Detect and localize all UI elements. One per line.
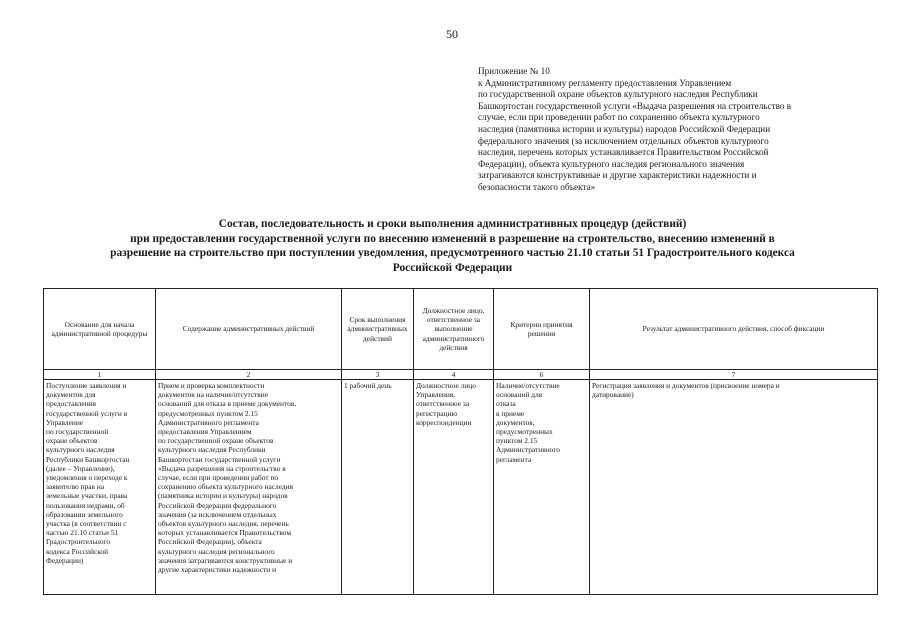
column-number: 7	[590, 370, 878, 380]
annex-line: затрагиваются конструктивные и другие характеристики надежности и	[478, 170, 757, 181]
table-row	[44, 380, 878, 595]
annex-line: Федерации), объекта культурного наследия регионального значения	[478, 158, 745, 169]
annex-header	[478, 66, 840, 194]
annex-line: Башкортостан государственной услуги «Выдача разрешения на строительство в	[478, 100, 792, 111]
title-line: при предоставлении государственной услуги по внесению изменений в разрешение на строительство, внесению изменений в	[130, 232, 775, 245]
annex-line: наследия (памятника истории и культуры) народов Российской Федерации	[478, 123, 771, 134]
column-header: Должностное лицо, ответственное за выполнение административного действия	[414, 289, 494, 370]
title-line: Состав, последовательность и сроки выполнения административных процедур (действий)	[218, 218, 687, 230]
annex-line: федерального значения (за исключением отдельных объектов культурного	[478, 135, 769, 146]
annex-line: Приложение № 10	[478, 66, 550, 76]
table-cell: Поступление заявления и документов для предоставления государственной услуги в Управление по государственной охране объектов культурного наследия Республики Башкортостан (далее – Управление), уведомления о переходе к заявителю прав на земельные участки, права пользования недрами, об образовании земельного участка (в соответствии с частью 21.10 статьи 51 Градостроительного кодекса Российской Федерации)	[44, 380, 156, 595]
table-cell: Наличие/отсутствие оснований для отказа в приеме документов, предусмотренных пунктом 2.15 Административного регламента	[494, 380, 590, 595]
page-number: 50	[446, 27, 458, 41]
table-cell: Прием и проверка комплектности документов на наличие/отсутствие оснований для отказа в приеме документов, предусмотренных пунктом 2.15 Административного регламента предоставления Управлением по государственной охране объектов культурного наследия Республики Башкортостан государственной услуги «Выдача разрешения на строительство в случае, если при проведении работ по сохранению объекта культурного наследия (памятника истории и культуры) народов Российской Федерации федерального значения (за исключением отдельных объектов культурного наследия, перечень которых устанавливается Правительством Российской Федерации), объекта культурного наследия регионального значения затрагиваются конструктивные и другие характеристики надежности и	[156, 380, 342, 595]
title-line: разрешение на строительство при поступлении уведомления, предусмотренного частью 21.10 статьи 51 Градостроительного кодекса	[110, 247, 795, 259]
column-header: Результат административного действия, способ фиксации	[590, 289, 878, 370]
annex-line: наследия, перечень которых устанавливается Правительством Российской	[478, 147, 769, 158]
annex-line: случае, если при проведении работ по сохранению объекта культурного	[478, 112, 760, 123]
column-number: 2	[156, 370, 342, 380]
column-number: 4	[414, 370, 494, 380]
table-header-row	[44, 289, 878, 370]
title-line: Российской Федерации	[392, 261, 513, 274]
table-cell: Регистрация заявления и документов (присвоение номера и датирование)	[590, 380, 878, 595]
column-header: Срок выполнения административных действий	[342, 289, 414, 370]
column-number-row	[44, 370, 878, 380]
annex-line: к Административному регламенту предоставления Управлением	[478, 77, 732, 88]
annex-line: по государственной охране объектов культурного наследия Республики	[478, 89, 758, 100]
procedures-table	[43, 288, 878, 595]
column-number: 3	[342, 370, 414, 380]
column-header: Критерии принятия решения	[494, 289, 590, 370]
column-header: Основание для начала административной процедуры	[44, 289, 156, 370]
table-cell: 1 рабочий день	[342, 380, 414, 595]
column-number: 6	[494, 370, 590, 380]
document-title	[20, 217, 885, 275]
column-number: 1	[44, 370, 156, 380]
annex-line: безопасности такого объекта»	[478, 181, 596, 192]
table-cell: Должностное лицо Управления, ответственное за регистрацию корреспонденции	[414, 380, 494, 595]
column-header: Содержание административных действий	[156, 289, 342, 370]
